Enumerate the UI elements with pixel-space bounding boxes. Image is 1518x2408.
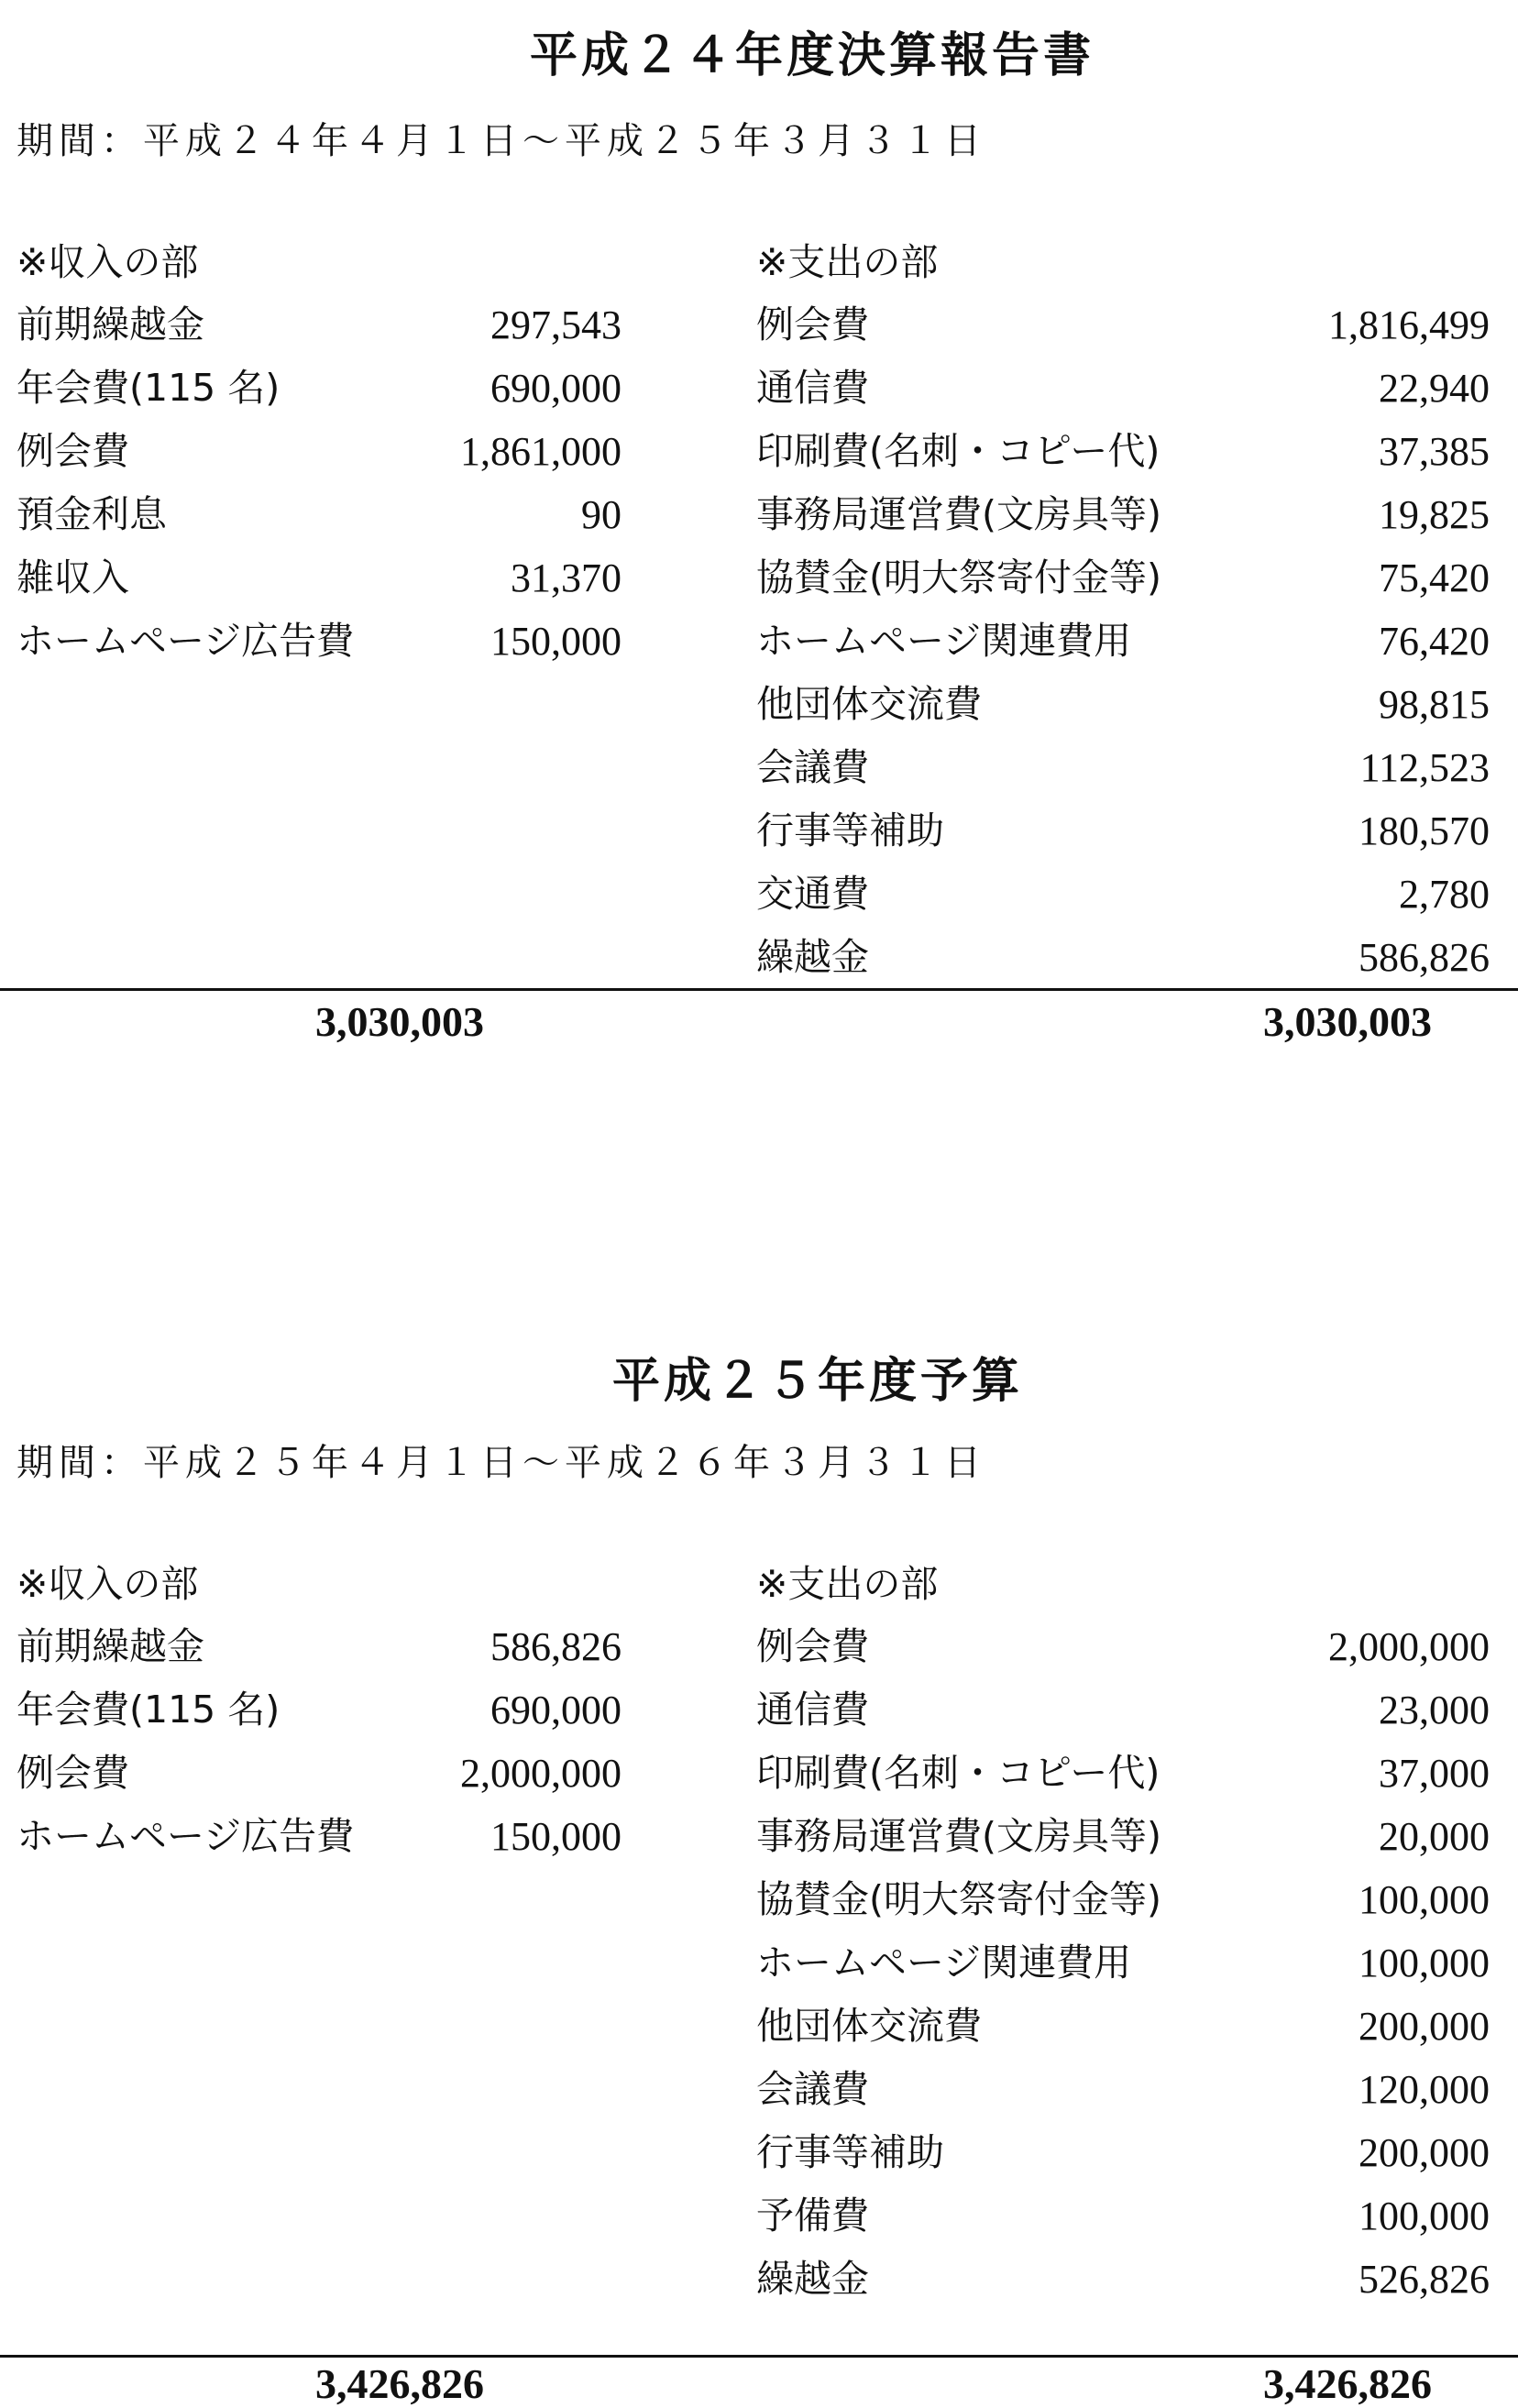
line-item-row: [756, 2248, 1490, 2311]
line-item-row: [756, 2121, 1490, 2184]
report-income-column: [16, 231, 640, 673]
report-expense-total: 3,030,003: [1263, 998, 1432, 1045]
report-income-heading: ※収入の部: [16, 240, 199, 284]
budget-total-divider: [0, 2355, 1518, 2358]
report-expense-column: [756, 231, 1490, 989]
line-item-label: 印刷費(名刺・コピー代): [756, 1751, 1160, 1795]
report-income-total: 3,030,003: [315, 998, 484, 1045]
line-item-label: ホームページ広告費: [16, 619, 355, 663]
line-item-amount: 526,826: [1358, 2257, 1490, 2302]
budget-income-heading: ※収入の部: [16, 1562, 199, 1606]
line-item-amount: 2,000,000: [1328, 1624, 1490, 1669]
line-item-label: 預金利息: [16, 492, 167, 536]
line-item-row: [756, 863, 1490, 926]
line-item-row: [756, 420, 1490, 483]
line-item-amount: 37,000: [1379, 1751, 1490, 1796]
line-item-amount: 100,000: [1358, 1941, 1490, 1985]
line-item-label: 交通費: [756, 872, 869, 916]
line-item-amount: 76,420: [1379, 619, 1490, 664]
line-item-label: 年会費(115 名): [16, 366, 280, 410]
line-item-amount: 586,826: [490, 1624, 622, 1669]
line-item-amount: 150,000: [490, 619, 622, 664]
line-item-row: [756, 2184, 1490, 2248]
line-item-row: [756, 799, 1490, 863]
line-item-amount: 31,370: [511, 555, 622, 600]
line-item-row: [756, 673, 1490, 736]
line-item-label: 行事等補助: [756, 2130, 944, 2174]
line-item-amount: 37,385: [1379, 429, 1490, 474]
line-item-label: 通信費: [756, 1688, 869, 1732]
report-total-divider: [0, 988, 1518, 991]
line-item-label: ホームページ関連費用: [756, 1941, 1132, 1985]
line-item-row: [756, 357, 1490, 420]
line-item-amount: 23,000: [1379, 1688, 1490, 1732]
line-item-row: [756, 546, 1490, 610]
line-item-label: 会議費: [756, 745, 869, 789]
line-item-row: [16, 1678, 640, 1742]
line-item-label: 例会費: [16, 429, 129, 473]
line-item-label: 協賛金(明大祭寄付金等): [756, 555, 1161, 599]
line-item-row: [756, 736, 1490, 799]
line-item-label: 協賛金(明大祭寄付金等): [756, 1877, 1161, 1921]
line-item-row: [756, 926, 1490, 989]
line-item-row: [756, 1931, 1490, 1995]
line-item-label: 前期繰越金: [16, 1624, 204, 1668]
line-item-amount: 1,816,499: [1328, 302, 1490, 347]
line-item-row: [16, 1615, 640, 1678]
line-item-label: 例会費: [756, 1624, 869, 1668]
line-item-label: ホームページ関連費用: [756, 619, 1132, 663]
budget-title: 平成２５年度予算: [612, 1353, 1024, 1409]
line-item-amount: 180,570: [1358, 808, 1490, 853]
budget-expense-heading: ※支出の部: [756, 1562, 939, 1606]
line-item-label: 他団体交流費: [756, 2004, 982, 2048]
line-item-amount: 690,000: [490, 366, 622, 411]
line-item-amount: 20,000: [1379, 1814, 1490, 1859]
budget-period: 期間：平成２５年４月１日～平成２６年３月３１日: [16, 1442, 986, 1484]
line-item-row: [16, 293, 640, 357]
line-item-amount: 75,420: [1379, 555, 1490, 600]
line-item-amount: 100,000: [1358, 2194, 1490, 2238]
line-item-row: [756, 1678, 1490, 1742]
line-item-amount: 120,000: [1358, 2067, 1490, 2112]
line-item-row: [756, 1742, 1490, 1805]
line-item-row: [16, 483, 640, 546]
line-item-row: [756, 483, 1490, 546]
line-item-row: [756, 1615, 1490, 1678]
line-item-row: [16, 546, 640, 610]
line-item-amount: 2,000,000: [460, 1751, 622, 1796]
line-item-label: 例会費: [756, 302, 869, 346]
line-item-amount: 2,780: [1399, 872, 1490, 917]
line-item-row: [756, 2058, 1490, 2121]
line-item-row: [756, 1805, 1490, 1868]
budget-expense-column: [756, 1553, 1490, 2311]
line-item-amount: 586,826: [1358, 935, 1490, 980]
line-item-label: 雑収入: [16, 555, 129, 599]
report-expense-heading: ※支出の部: [756, 240, 939, 284]
line-item-row: [756, 293, 1490, 357]
line-item-label: 事務局運営費(文房具等): [756, 1814, 1161, 1858]
line-item-label: 例会費: [16, 1751, 129, 1795]
line-item-amount: 150,000: [490, 1814, 622, 1859]
report-period: 期間：平成２４年４月１日～平成２５年３月３１日: [16, 120, 986, 162]
line-item-row: [16, 357, 640, 420]
line-item-amount: 90: [581, 492, 622, 537]
line-item-label: 繰越金: [756, 2257, 869, 2301]
line-item-row: [16, 1805, 640, 1868]
line-item-label: ホームページ広告費: [16, 1814, 355, 1858]
line-item-row: [756, 610, 1490, 673]
line-item-amount: 22,940: [1379, 366, 1490, 411]
budget-income-total: 3,426,826: [315, 2360, 484, 2407]
line-item-amount: 200,000: [1358, 2130, 1490, 2175]
line-item-label: 事務局運営費(文房具等): [756, 492, 1161, 536]
line-item-label: 行事等補助: [756, 808, 944, 852]
budget-income-column: [16, 1553, 640, 1868]
line-item-label: 印刷費(名刺・コピー代): [756, 429, 1160, 473]
line-item-amount: 1,861,000: [460, 429, 622, 474]
line-item-label: 年会費(115 名): [16, 1688, 280, 1732]
line-item-row: [16, 1742, 640, 1805]
line-item-amount: 297,543: [490, 302, 622, 347]
line-item-amount: 112,523: [1359, 745, 1490, 790]
line-item-label: 他団体交流費: [756, 682, 982, 726]
line-item-amount: 100,000: [1358, 1877, 1490, 1922]
line-item-label: 通信費: [756, 366, 869, 410]
line-item-amount: 19,825: [1379, 492, 1490, 537]
line-item-row: [756, 1995, 1490, 2058]
line-item-amount: 690,000: [490, 1688, 622, 1732]
line-item-amount: 200,000: [1358, 2004, 1490, 2049]
line-item-label: 会議費: [756, 2067, 869, 2111]
line-item-row: [16, 420, 640, 483]
line-item-amount: 98,815: [1379, 682, 1490, 727]
line-item-row: [756, 1868, 1490, 1931]
line-item-label: 繰越金: [756, 935, 869, 979]
report-title: 平成２４年度決算報告書: [530, 27, 1095, 83]
line-item-label: 前期繰越金: [16, 302, 204, 346]
budget-expense-total: 3,426,826: [1263, 2360, 1432, 2407]
line-item-label: 予備費: [756, 2194, 869, 2238]
line-item-row: [16, 610, 640, 673]
